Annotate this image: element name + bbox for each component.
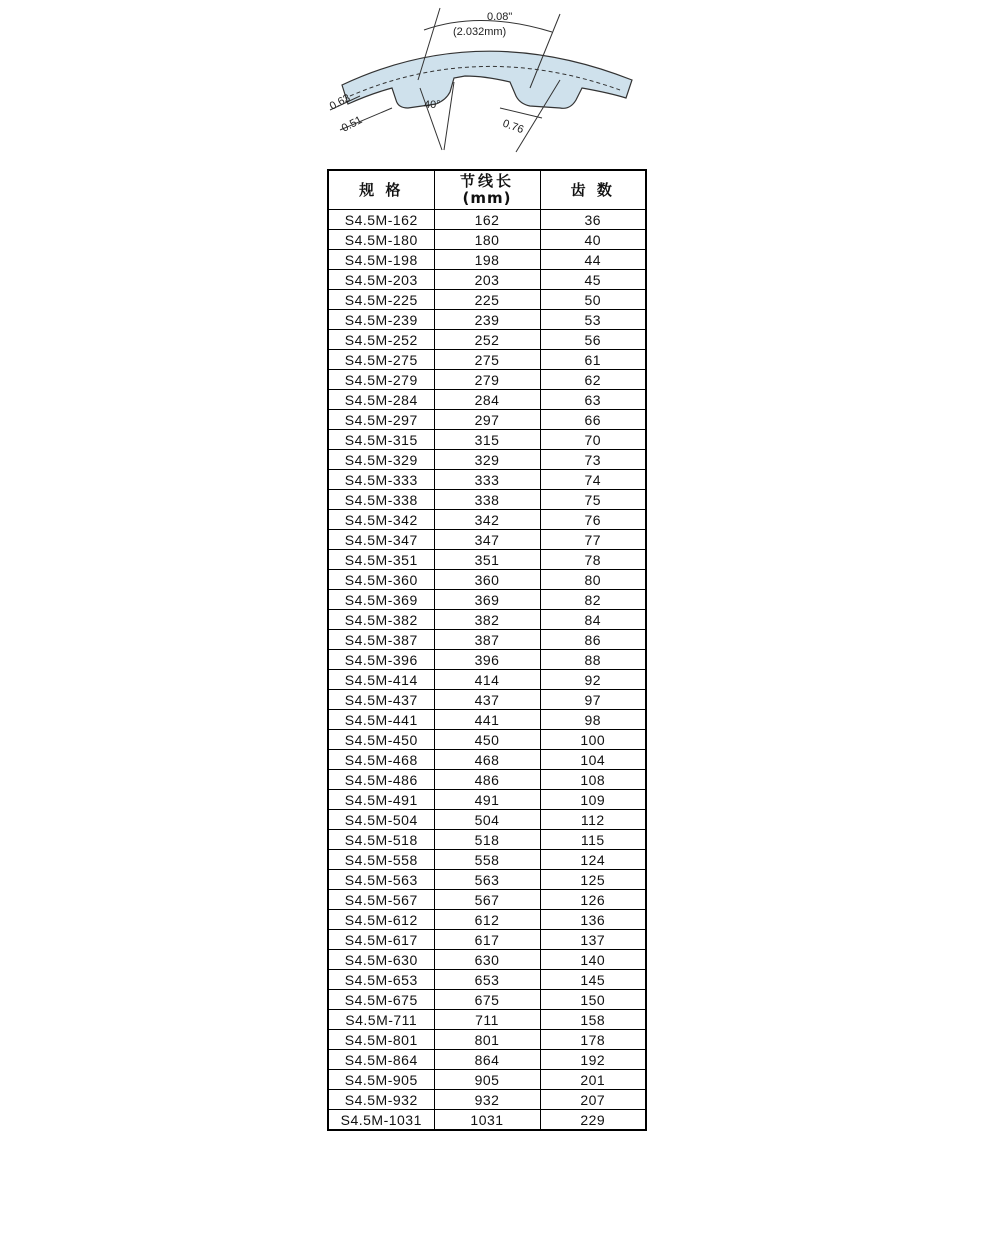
cell-spec: S4.5M-382 xyxy=(328,610,434,630)
cell-teeth: 70 xyxy=(540,430,646,450)
table-row xyxy=(328,670,646,690)
cell-spec: S4.5M-468 xyxy=(328,750,434,770)
table-row xyxy=(328,650,646,670)
cell-spec: S4.5M-162 xyxy=(328,210,434,230)
cell-pitch-length: 275 xyxy=(434,350,540,370)
cell-pitch-length: 932 xyxy=(434,1090,540,1110)
cell-pitch-length: 225 xyxy=(434,290,540,310)
table-row xyxy=(328,890,646,910)
cell-spec: S4.5M-284 xyxy=(328,390,434,410)
cell-teeth: 44 xyxy=(540,250,646,270)
table-row xyxy=(328,770,646,790)
cell-teeth: 150 xyxy=(540,990,646,1010)
cell-spec: S4.5M-198 xyxy=(328,250,434,270)
cell-pitch-length: 558 xyxy=(434,850,540,870)
table-row xyxy=(328,250,646,270)
table-row xyxy=(328,1030,646,1050)
cell-pitch-length: 675 xyxy=(434,990,540,1010)
cell-spec: S4.5M-450 xyxy=(328,730,434,750)
cell-spec: S4.5M-338 xyxy=(328,490,434,510)
table-row xyxy=(328,1050,646,1070)
land-dim-line xyxy=(500,108,542,118)
cell-pitch-length: 203 xyxy=(434,270,540,290)
cell-pitch-length: 239 xyxy=(434,310,540,330)
cell-pitch-length: 450 xyxy=(434,730,540,750)
cell-pitch-length: 297 xyxy=(434,410,540,430)
cell-spec: S4.5M-333 xyxy=(328,470,434,490)
tooth-label: 0.51 xyxy=(339,113,365,135)
table-row xyxy=(328,790,646,810)
height-label: 0.63 xyxy=(327,91,353,113)
cell-pitch-length: 333 xyxy=(434,470,540,490)
cell-teeth: 158 xyxy=(540,1010,646,1030)
table-row xyxy=(328,550,646,570)
cell-spec: S4.5M-491 xyxy=(328,790,434,810)
cell-spec: S4.5M-329 xyxy=(328,450,434,470)
table-row xyxy=(328,850,646,870)
table-row xyxy=(328,950,646,970)
table-row xyxy=(328,330,646,350)
spec-table-container xyxy=(327,169,647,1131)
cell-teeth: 63 xyxy=(540,390,646,410)
table-row xyxy=(328,490,646,510)
table-row xyxy=(328,530,646,550)
cell-pitch-length: 329 xyxy=(434,450,540,470)
cell-pitch-length: 441 xyxy=(434,710,540,730)
table-row xyxy=(328,990,646,1010)
cell-teeth: 61 xyxy=(540,350,646,370)
cell-pitch-length: 617 xyxy=(434,930,540,950)
cell-pitch-length: 198 xyxy=(434,250,540,270)
cell-spec: S4.5M-225 xyxy=(328,290,434,310)
cell-spec: S4.5M-932 xyxy=(328,1090,434,1110)
belt-body xyxy=(342,51,632,108)
cell-pitch-length: 486 xyxy=(434,770,540,790)
cell-spec: S4.5M-347 xyxy=(328,530,434,550)
cell-spec: S4.5M-396 xyxy=(328,650,434,670)
cell-spec: S4.5M-351 xyxy=(328,550,434,570)
cell-spec: S4.5M-342 xyxy=(328,510,434,530)
cell-spec: S4.5M-711 xyxy=(328,1010,434,1030)
cell-pitch-length: 252 xyxy=(434,330,540,350)
spec-table xyxy=(327,169,647,1131)
cell-teeth: 92 xyxy=(540,670,646,690)
cell-teeth: 126 xyxy=(540,890,646,910)
cell-teeth: 192 xyxy=(540,1050,646,1070)
header-pitch-length-unit: (mm) xyxy=(462,189,512,207)
cell-spec: S4.5M-563 xyxy=(328,870,434,890)
cell-pitch-length: 351 xyxy=(434,550,540,570)
cell-pitch-length: 653 xyxy=(434,970,540,990)
table-row xyxy=(328,750,646,770)
cell-pitch-length: 369 xyxy=(434,590,540,610)
cell-pitch-length: 347 xyxy=(434,530,540,550)
cell-spec: S4.5M-558 xyxy=(328,850,434,870)
cell-teeth: 56 xyxy=(540,330,646,350)
cell-pitch-length: 180 xyxy=(434,230,540,250)
table-row xyxy=(328,1010,646,1030)
cell-pitch-length: 864 xyxy=(434,1050,540,1070)
cell-teeth: 88 xyxy=(540,650,646,670)
cell-teeth: 125 xyxy=(540,870,646,890)
cell-spec: S4.5M-441 xyxy=(328,710,434,730)
cell-teeth: 45 xyxy=(540,270,646,290)
cell-pitch-length: 437 xyxy=(434,690,540,710)
table-row xyxy=(328,930,646,950)
cell-spec: S4.5M-617 xyxy=(328,930,434,950)
table-row xyxy=(328,690,646,710)
cell-spec: S4.5M-360 xyxy=(328,570,434,590)
cell-teeth: 178 xyxy=(540,1030,646,1050)
cell-spec: S4.5M-369 xyxy=(328,590,434,610)
cell-spec: S4.5M-315 xyxy=(328,430,434,450)
cell-teeth: 97 xyxy=(540,690,646,710)
cell-spec: S4.5M-612 xyxy=(328,910,434,930)
cell-spec: S4.5M-239 xyxy=(328,310,434,330)
table-row xyxy=(328,810,646,830)
table-row xyxy=(328,350,646,370)
cell-pitch-length: 315 xyxy=(434,430,540,450)
cell-spec: S4.5M-905 xyxy=(328,1070,434,1090)
table-row xyxy=(328,730,646,750)
table-row xyxy=(328,610,646,630)
angle-label: 40° xyxy=(424,99,441,111)
header-pitch-length xyxy=(434,170,540,210)
land-label: 0.76 xyxy=(500,117,526,137)
cell-spec: S4.5M-297 xyxy=(328,410,434,430)
cell-teeth: 84 xyxy=(540,610,646,630)
cell-pitch-length: 414 xyxy=(434,670,540,690)
cell-teeth: 86 xyxy=(540,630,646,650)
table-row xyxy=(328,270,646,290)
table-row xyxy=(328,470,646,490)
cell-pitch-length: 162 xyxy=(434,210,540,230)
cell-teeth: 74 xyxy=(540,470,646,490)
table-row xyxy=(328,430,646,450)
table-row xyxy=(328,590,646,610)
cell-pitch-length: 567 xyxy=(434,890,540,910)
cell-spec: S4.5M-252 xyxy=(328,330,434,350)
header-spec: 规 格 xyxy=(328,170,434,210)
table-row xyxy=(328,450,646,470)
cell-teeth: 53 xyxy=(540,310,646,330)
cell-pitch-length: 284 xyxy=(434,390,540,410)
cell-teeth: 77 xyxy=(540,530,646,550)
table-row xyxy=(328,390,646,410)
cell-teeth: 109 xyxy=(540,790,646,810)
table-row xyxy=(328,870,646,890)
header-teeth: 齿 数 xyxy=(540,170,646,210)
cell-teeth: 40 xyxy=(540,230,646,250)
cell-teeth: 100 xyxy=(540,730,646,750)
pitch-inch-label: 0.08" xyxy=(487,11,513,23)
table-row xyxy=(328,370,646,390)
cell-spec: S4.5M-801 xyxy=(328,1030,434,1050)
table-row xyxy=(328,1070,646,1090)
cell-teeth: 76 xyxy=(540,510,646,530)
cell-spec: S4.5M-387 xyxy=(328,630,434,650)
cell-spec: S4.5M-567 xyxy=(328,890,434,910)
table-row xyxy=(328,570,646,590)
belt-profile-diagram xyxy=(320,0,650,160)
cell-pitch-length: 612 xyxy=(434,910,540,930)
table-row xyxy=(328,630,646,650)
cell-teeth: 229 xyxy=(540,1110,646,1131)
cell-pitch-length: 563 xyxy=(434,870,540,890)
table-row xyxy=(328,510,646,530)
cell-pitch-length: 801 xyxy=(434,1030,540,1050)
cell-spec: S4.5M-275 xyxy=(328,350,434,370)
table-row xyxy=(328,410,646,430)
cell-spec: S4.5M-414 xyxy=(328,670,434,690)
table-row xyxy=(328,1110,646,1131)
table-row xyxy=(328,970,646,990)
cell-teeth: 145 xyxy=(540,970,646,990)
table-row xyxy=(328,310,646,330)
cell-spec: S4.5M-864 xyxy=(328,1050,434,1070)
cell-pitch-length: 905 xyxy=(434,1070,540,1090)
cell-spec: S4.5M-653 xyxy=(328,970,434,990)
cell-pitch-length: 360 xyxy=(434,570,540,590)
cell-spec: S4.5M-437 xyxy=(328,690,434,710)
cell-teeth: 137 xyxy=(540,930,646,950)
cell-teeth: 207 xyxy=(540,1090,646,1110)
cell-spec: S4.5M-203 xyxy=(328,270,434,290)
header-pitch-length-title: 节线长 xyxy=(459,172,514,190)
cell-teeth: 78 xyxy=(540,550,646,570)
cell-teeth: 66 xyxy=(540,410,646,430)
cell-pitch-length: 382 xyxy=(434,610,540,630)
cell-teeth: 104 xyxy=(540,750,646,770)
cell-pitch-length: 468 xyxy=(434,750,540,770)
table-row xyxy=(328,290,646,310)
table-row xyxy=(328,910,646,930)
cell-spec: S4.5M-675 xyxy=(328,990,434,1010)
cell-pitch-length: 630 xyxy=(434,950,540,970)
table-row xyxy=(328,710,646,730)
cell-teeth: 112 xyxy=(540,810,646,830)
cell-teeth: 50 xyxy=(540,290,646,310)
cell-teeth: 115 xyxy=(540,830,646,850)
cell-spec: S4.5M-518 xyxy=(328,830,434,850)
cell-teeth: 201 xyxy=(540,1070,646,1090)
pitch-mm-label: (2.032mm) xyxy=(453,26,507,38)
cell-pitch-length: 338 xyxy=(434,490,540,510)
cell-pitch-length: 396 xyxy=(434,650,540,670)
cell-pitch-length: 342 xyxy=(434,510,540,530)
table-body xyxy=(328,210,646,1131)
cell-teeth: 36 xyxy=(540,210,646,230)
table-header-row xyxy=(328,170,646,210)
cell-teeth: 98 xyxy=(540,710,646,730)
cell-teeth: 75 xyxy=(540,490,646,510)
cell-spec: S4.5M-279 xyxy=(328,370,434,390)
cell-teeth: 108 xyxy=(540,770,646,790)
table-row xyxy=(328,1090,646,1110)
cell-teeth: 140 xyxy=(540,950,646,970)
cell-spec: S4.5M-1031 xyxy=(328,1110,434,1131)
cell-spec: S4.5M-630 xyxy=(328,950,434,970)
cell-pitch-length: 491 xyxy=(434,790,540,810)
cell-pitch-length: 711 xyxy=(434,1010,540,1030)
table-row xyxy=(328,230,646,250)
table-row xyxy=(328,830,646,850)
cell-teeth: 73 xyxy=(540,450,646,470)
cell-teeth: 124 xyxy=(540,850,646,870)
table-row xyxy=(328,210,646,230)
cell-teeth: 80 xyxy=(540,570,646,590)
cell-pitch-length: 1031 xyxy=(434,1110,540,1131)
cell-pitch-length: 504 xyxy=(434,810,540,830)
cell-pitch-length: 518 xyxy=(434,830,540,850)
cell-teeth: 62 xyxy=(540,370,646,390)
cell-spec: S4.5M-486 xyxy=(328,770,434,790)
cell-spec: S4.5M-180 xyxy=(328,230,434,250)
cell-teeth: 82 xyxy=(540,590,646,610)
cell-spec: S4.5M-504 xyxy=(328,810,434,830)
cell-pitch-length: 279 xyxy=(434,370,540,390)
cell-teeth: 136 xyxy=(540,910,646,930)
cell-pitch-length: 387 xyxy=(434,630,540,650)
